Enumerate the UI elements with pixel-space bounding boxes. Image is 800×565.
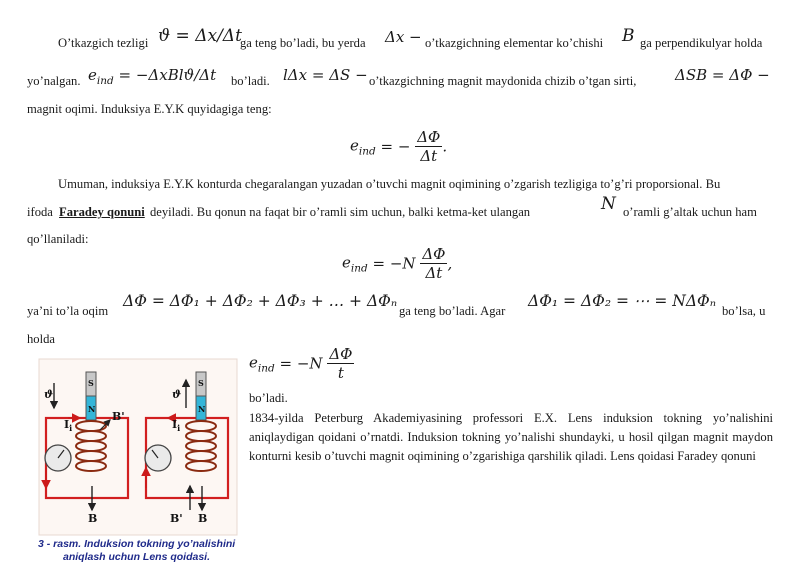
formula-area: lΔx = ΔS − [283, 66, 368, 84]
denominator: Δt [420, 147, 438, 165]
symbol: e [350, 136, 359, 155]
symbol-N: N [601, 194, 616, 214]
formula-B: B [622, 26, 635, 46]
text: ya’ni to’la oqim [27, 304, 109, 318]
text: o’tkazgichning magnit maydonida chizib o’tgan sirti, [369, 74, 637, 88]
left-B-label: B [88, 512, 98, 525]
formula-emf-motion [88, 66, 216, 87]
right-S-label: S [198, 378, 204, 388]
equation-emf [350, 128, 447, 165]
right-I-label: $I_i$ [172, 418, 181, 433]
symbol: = − [380, 137, 411, 156]
denominator: Δt [425, 264, 443, 282]
symbol: . [442, 137, 448, 156]
symbol: e [249, 353, 258, 372]
symbol: = −N [279, 354, 323, 373]
text: holda [27, 332, 55, 346]
text: bo’ladi. [249, 391, 288, 405]
equation-emf-result [249, 345, 354, 382]
faraday-law-link[interactable]: Faradey qonuni [59, 205, 145, 219]
right-v-label: ϑ [172, 388, 182, 401]
subscript: ind [350, 262, 368, 275]
text: ga teng bo’ladi. Agar [399, 304, 506, 318]
formula-flux: ΔSB = ΔΦ − [675, 66, 770, 84]
formula-dx: Δx − [385, 28, 422, 46]
right-B-label: B [198, 512, 208, 525]
figure-caption-line-2: aniqlash uchun Lens qoidasi. [63, 551, 211, 563]
paragraph-lenz: 1834-yilda Peterburg Akademiyasining professori E.X. Lens induksion tokning yo’nalishini aniqlaydigan qoidani o’rnatdi. Induksion tokning yo’nalishi shundayki, u hosil qilgan magnit maydon konturni kesib o’tuvchi magnit oqimining o’zgarishiga qarshilik qiladi. Lens qoidasi Faradey qonuni [249, 411, 773, 463]
denominator: t [337, 364, 344, 382]
formula-equal-flux: ΔΦ₁ = ΔΦ₂ = ⋯ = NΔΦₙ [528, 292, 716, 310]
text: qo’llaniladi: [27, 232, 89, 246]
fraction [420, 245, 447, 282]
left-S-label: S [88, 378, 94, 388]
text: ga perpendikulyar holda [640, 36, 763, 50]
symbol: , [447, 254, 453, 273]
figure-border [39, 359, 237, 535]
left-Bprime-label: B' [112, 410, 125, 423]
text: o’ramli g’altak uchun ham [623, 205, 757, 219]
formula-total-flux: ΔΦ = ΔΦ₁ + ΔΦ₂ + ΔΦ₃ + … + ΔΦₙ [123, 292, 398, 310]
text: bo’lsa, u [722, 304, 766, 318]
numerator: ΔΦ [422, 245, 446, 263]
lenz-diagram [38, 358, 238, 536]
text: o’tkazgichning elementar ko’chishi [425, 36, 604, 50]
fraction [415, 128, 442, 165]
right-N-label: N [198, 404, 206, 414]
equation-emf-coil [342, 245, 452, 282]
text: O’tkazgich tezligi [58, 36, 149, 50]
text: Umuman, induksiya E.Y.K konturda chegaralangan yuzadan o’tuvchi magnit oqimining o’zgarish tezligiga to’g’ri proporsional. Bu [58, 177, 721, 191]
figure-lenz-rule [38, 358, 238, 536]
subscript: ind [358, 145, 376, 158]
text: magnit oqimi. Induksiya E.Y.K quyidagiga teng: [27, 102, 272, 116]
symbol: e [342, 253, 351, 272]
text: ga teng bo’ladi, bu yerda [240, 36, 366, 50]
left-I-label: $I_i$ [64, 418, 73, 433]
text-line-1 [58, 36, 148, 51]
numerator: ΔΦ [329, 345, 353, 363]
text: ifoda [27, 205, 53, 219]
fraction [327, 345, 354, 382]
formula-velocity: ϑ = Δx/Δt [158, 26, 242, 46]
subscript: ind [96, 75, 114, 87]
text: bo’ladi. [231, 74, 270, 88]
numerator: ΔΦ [417, 128, 441, 146]
symbol: e [88, 66, 97, 84]
subscript: ind [257, 362, 275, 375]
symbol: = −N [372, 254, 416, 273]
left-v-label: ϑ [44, 388, 54, 401]
left-N-label: N [88, 404, 96, 414]
figure-caption-line-1: 3 - rasm. Induksion tokning yo’nalishini [38, 538, 236, 550]
right-Bprime-label: B' [170, 512, 183, 525]
text-line [27, 205, 530, 220]
text: deyiladi. Bu qonun na faqat bir o’ramli sim uchun, balki ketma-ket ulangan [149, 205, 531, 219]
symbol: = −ΔxBlϑ/Δt [118, 66, 217, 84]
text: yo’nalgan. [27, 74, 81, 88]
